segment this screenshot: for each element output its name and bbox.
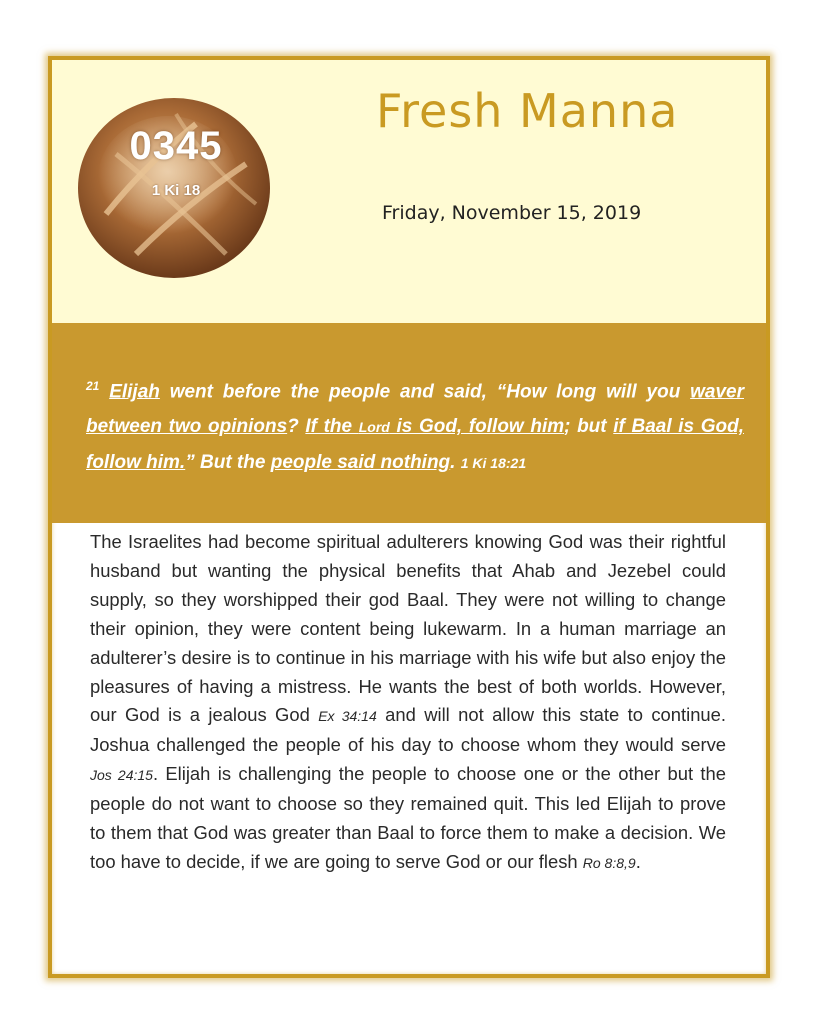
body-segment: and will not allow this state to continue. Joshua challenged the people of his day to choose whom they would serve (90, 704, 726, 756)
citation-ro: Ro 8:8,9 (582, 854, 636, 871)
verse-number: 21 (86, 379, 100, 393)
verse-segment: If the (305, 416, 359, 438)
verse-underline-elijah: Elijah (109, 381, 160, 403)
verse-underline-waver: waver between two opinions (86, 381, 744, 438)
verse-reference: 1 Ki 18:21 (460, 455, 527, 472)
devotional-card (48, 56, 770, 978)
body-segment: . (635, 850, 641, 872)
header (52, 60, 766, 323)
verse-segment: . (450, 452, 461, 474)
verse-underline-if-lord (305, 416, 564, 437)
devotional-body (90, 528, 726, 878)
scripture-verse (86, 369, 744, 481)
body-segment: . Elijah is challenging the people to choose one or the other but the people do not want to choose so they remained quit. This led Elijah to prove to them that God was greater than Baal to force them to make a decision. We too have to decide, if we are going to serve God or our flesh (90, 763, 726, 872)
verse-lord-smallcaps: Lord (358, 419, 390, 436)
page-title: Fresh Manna (376, 84, 679, 138)
citation-jos: Jos 24:15 (90, 767, 153, 784)
issue-date: Friday, November 15, 2019 (382, 202, 642, 224)
verse-segment: ; but (564, 416, 614, 438)
verse-segment: is God, follow him (389, 416, 565, 438)
citation-ex: Ex 34:14 (318, 708, 377, 725)
verse-segment: ” But the (185, 452, 271, 474)
verse-segment: went before the people and said, “How long will you (159, 381, 691, 403)
verse-underline-people: people said nothing (270, 452, 451, 474)
body-segment: The Israelites had become spiritual adulterers knowing God was their rightful husband but wanting the physical benefits that Ahab and Jezebel could supply, so they worshipped their god Baal. They were not willing to change their opinion, they were content being lukewarm. In a human marriage an adulterer’s desire is to continue in his marriage with his wife but also enjoy the pleasures of having a mistress. He wants the best of both worlds. However, our God is a jealous God (90, 531, 726, 726)
verse-segment: ? (287, 416, 306, 438)
verse-underline-if-baal: if Baal is God, follow him. (86, 416, 744, 474)
issue-number: 0345 (129, 124, 223, 168)
scripture-verse-band (52, 323, 766, 523)
bread-loaf-icon (76, 94, 272, 280)
issue-reference: 1 Ki 18 (151, 182, 201, 199)
